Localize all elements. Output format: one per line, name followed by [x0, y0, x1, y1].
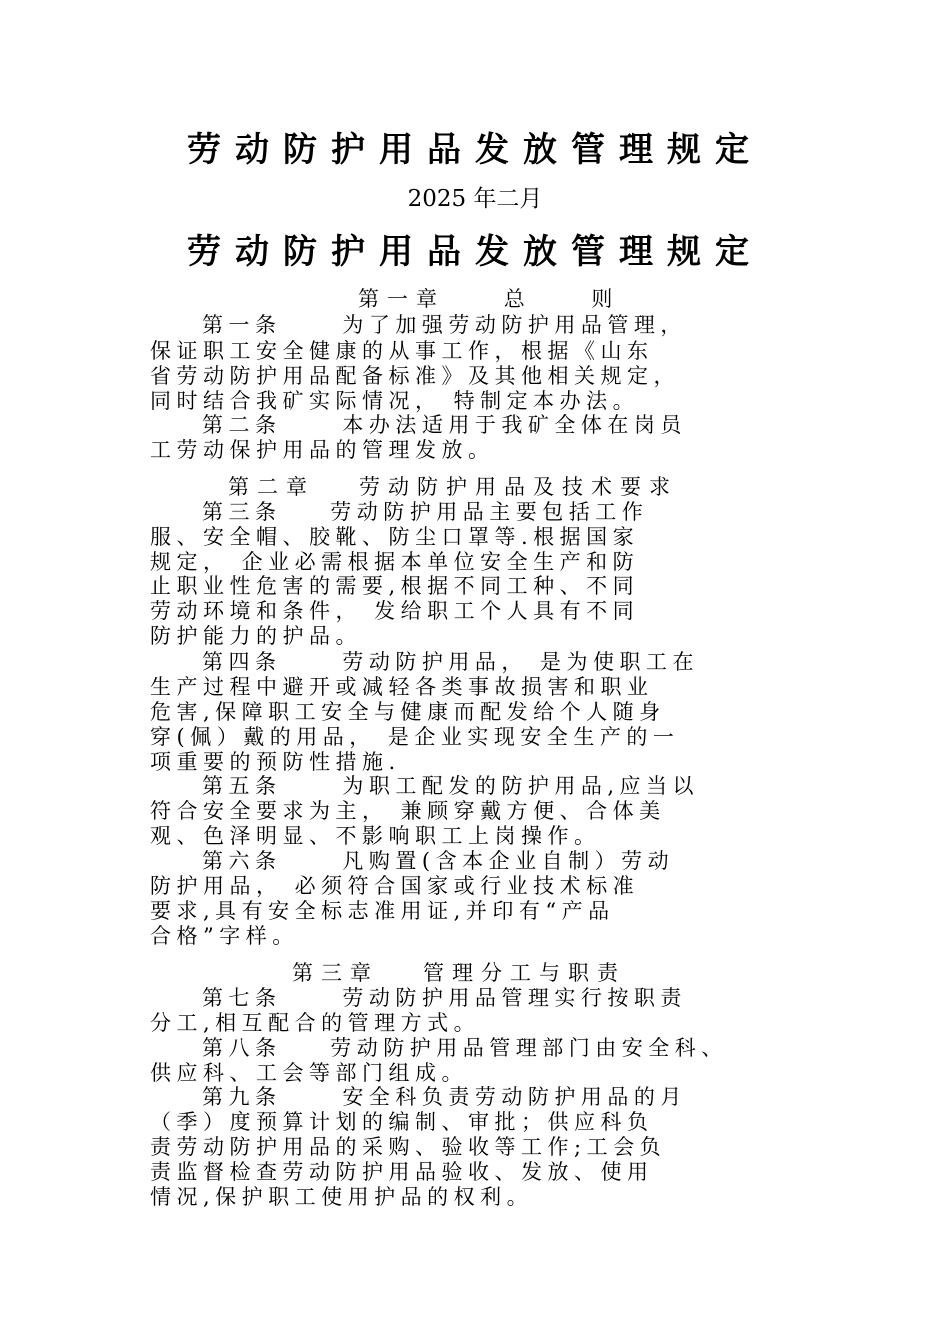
chapter-heading: 第一章 总 则	[358, 287, 621, 311]
text-line: 第一条 为了加强劳动防护用品管理，	[202, 313, 687, 337]
document-title-main: 劳动防护用品发放管理规定	[187, 232, 763, 272]
chapter-heading: 第三章 管理分工与职责	[292, 961, 627, 985]
document-title-top: 劳动防护用品发放管理规定	[187, 130, 763, 170]
text-line: 防护能力的护品。	[150, 624, 362, 648]
text-line: 第七条 劳动防护用品管理实行按职责	[202, 986, 687, 1010]
text-line: 项重要的预防性措施.	[150, 750, 401, 774]
text-line: 防护用品， 必须符合国家或行业技术标准	[150, 874, 640, 898]
document-date: 2025 年二月	[407, 186, 543, 212]
text-line: 危害,保障职工安全与健康而配发给个人随身	[150, 700, 666, 724]
text-line: 第五条 为职工配发的防护用品,应当以	[202, 774, 700, 798]
text-line: 情况,保护职工使用护品的权利。	[150, 1185, 534, 1209]
text-line: 责劳动防护用品的采购、验收等工作;工会负	[150, 1135, 667, 1159]
text-line: 第九条 安全科负责劳动防护用品的月	[202, 1085, 687, 1109]
text-line: 第四条 劳动防护用品， 是为使职工在	[202, 650, 700, 674]
text-line: 供应科、工会等部门组成。	[150, 1061, 468, 1085]
text-line: 第八条 劳动防护用品管理部门由安全科、	[202, 1036, 728, 1060]
text-line: 分工,相互配合的管理方式。	[150, 1011, 481, 1035]
text-line: 同时结合我矿实际情况， 特制定本办法。	[150, 389, 640, 413]
text-line: 责监督检查劳动防护用品验收、发放、使用	[150, 1160, 654, 1184]
text-line: 第二条 本办法适用于我矿全体在岗员	[202, 413, 687, 437]
text-line: 服、安全帽、胶靴、防尘口罩等.根据国家	[150, 525, 640, 549]
text-line: 止职业性危害的需要,根据不同工种、不同	[150, 574, 640, 598]
text-line: 穿(佩）戴的用品， 是企业实现安全生产的一	[150, 725, 680, 749]
text-line: 观、色泽明显、不影响职工上岗操作。	[150, 824, 601, 848]
text-line: 工劳动保护用品的管理发放。	[150, 438, 495, 462]
text-line: 劳动环境和条件， 发给职工个人具有不同	[150, 599, 640, 623]
text-line: 省劳动防护用品配备标准》及其他相关规定，	[150, 364, 680, 388]
text-line: 第六条 凡购置(含本企业自制）劳动	[202, 849, 675, 873]
chapter-heading: 第二章 劳动防护用品及技术要求	[228, 475, 679, 499]
text-line: 规定， 企业必需根据本单位安全生产和防	[150, 550, 640, 574]
text-line: 第三条 劳动防护用品主要包括工作	[202, 500, 649, 524]
text-line: 保证职工安全健康的从事工作，根据《山东	[150, 339, 654, 363]
text-line: 生产过程中避开或减轻各类事故损害和职业	[150, 675, 654, 699]
text-line: （季）度预算计划的编制、审批；供应科负	[150, 1110, 654, 1134]
text-line: 符合安全要求为主， 兼顾穿戴方便、合体美	[150, 799, 666, 823]
text-line: 合格”字样。	[150, 924, 299, 948]
text-line: 要求,具有安全标志准用证,并印有“产品	[150, 899, 615, 923]
